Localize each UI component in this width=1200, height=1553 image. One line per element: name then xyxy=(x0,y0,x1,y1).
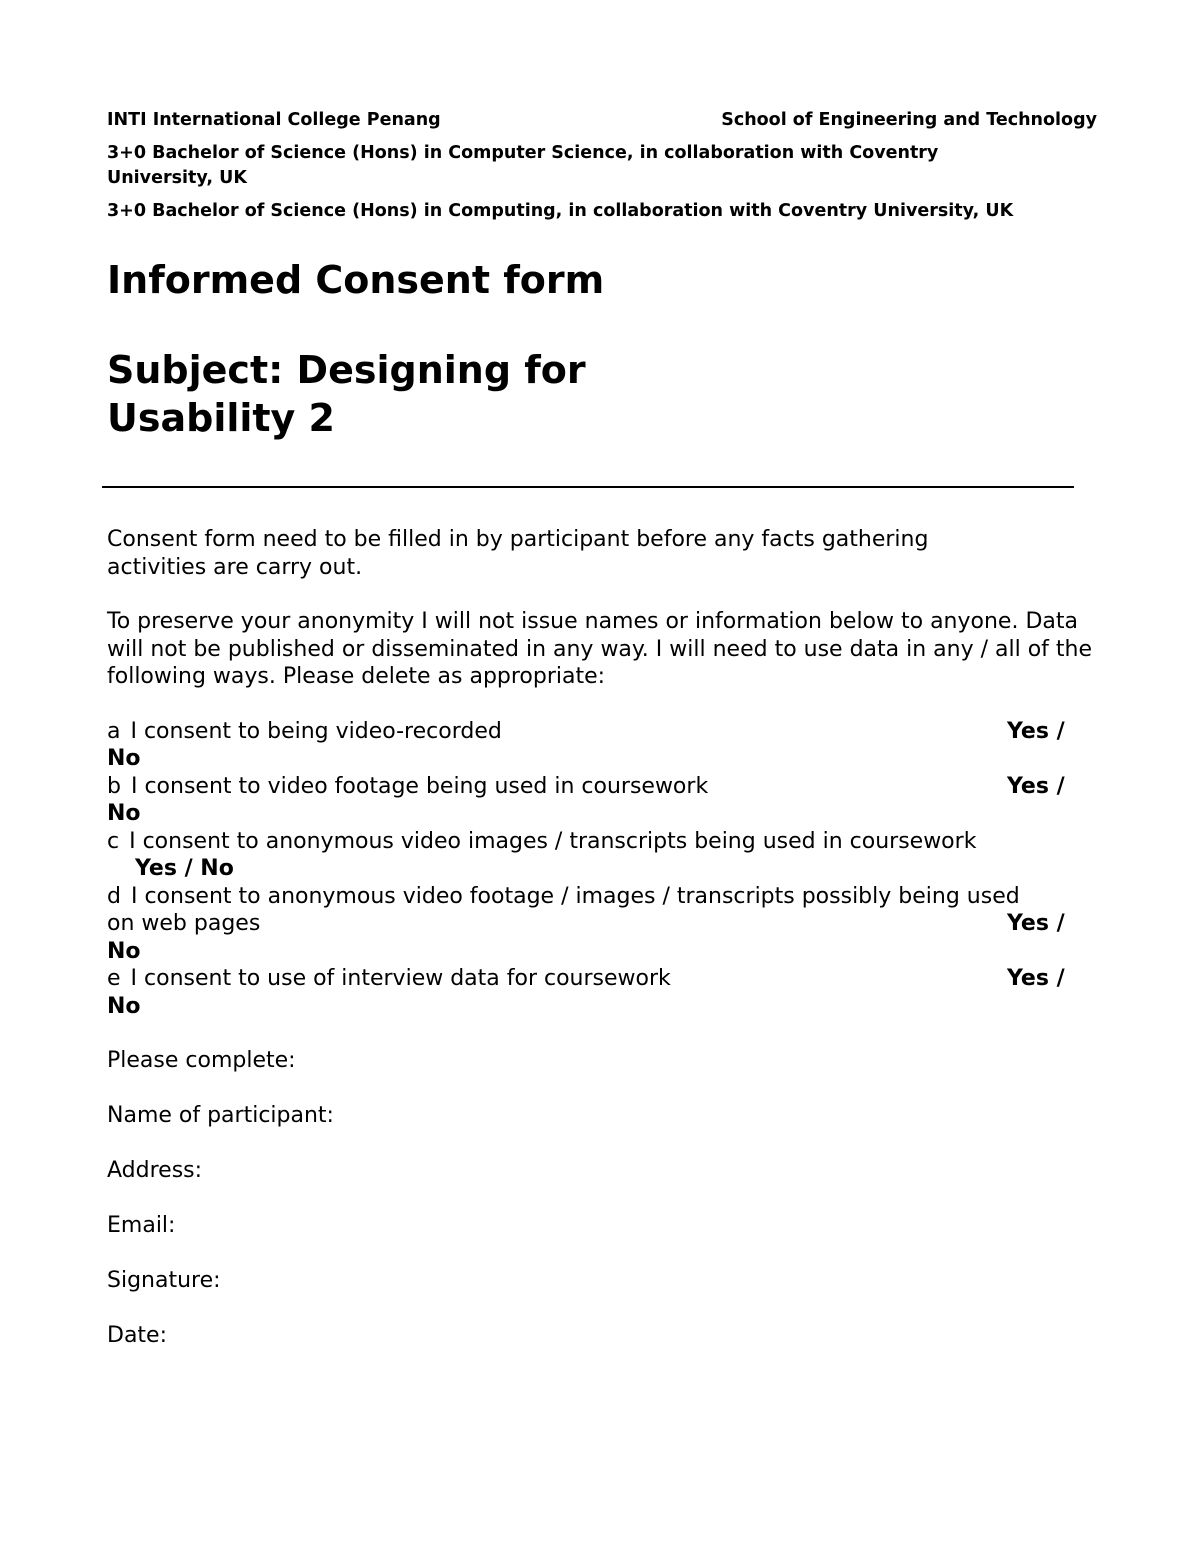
consent-a-no[interactable]: No xyxy=(107,746,141,771)
consent-b-letter: b xyxy=(107,773,121,799)
consent-c-letter: c xyxy=(107,828,120,854)
consent-a-text: I consent to being video-recorded xyxy=(130,718,502,744)
page-title: Informed Consent form xyxy=(107,258,605,302)
consent-a-yes[interactable]: Yes / xyxy=(1007,718,1065,744)
document-page xyxy=(107,108,1097,1377)
consent-d-text-line2: on web pages xyxy=(107,911,261,936)
header-row xyxy=(107,108,1097,133)
consent-d-no[interactable]: No xyxy=(107,938,141,964)
document-header xyxy=(107,108,1097,224)
consent-b-yes[interactable]: Yes / xyxy=(1007,773,1065,799)
please-complete-label: Please complete: xyxy=(107,1048,296,1073)
program-computing: 3+0 Bachelor of Science (Hons) in Computing, in collaboration with Coventry University, UK xyxy=(107,201,1014,221)
consent-e-text: I consent to use of interview data for coursework xyxy=(130,966,671,991)
consent-item-a xyxy=(107,718,1097,746)
consent-item-d-line2 xyxy=(107,910,1097,938)
consent-e-no[interactable]: No xyxy=(107,993,141,1019)
consent-d-text-line1: I consent to anonymous video footage / images / transcripts possibly being used xyxy=(130,883,1020,909)
consent-d-letter: d xyxy=(107,883,121,909)
address-field[interactable]: Address: xyxy=(107,1158,203,1183)
consent-e-letter: e xyxy=(107,966,121,991)
consent-c-text: I consent to anonymous video images / transcripts being used in coursework xyxy=(129,828,977,854)
consent-list xyxy=(107,718,1097,1021)
consent-c-yes-no[interactable]: Yes / No xyxy=(135,856,234,881)
school-name: School of Engineering and Technology xyxy=(721,110,1097,130)
consent-b-no[interactable]: No xyxy=(107,801,141,826)
consent-item-c xyxy=(107,828,1097,856)
consent-b-text: I consent to video footage being used in coursework xyxy=(130,773,709,799)
date-field[interactable]: Date: xyxy=(107,1323,167,1348)
consent-item-e xyxy=(107,965,1097,993)
consent-a-letter: a xyxy=(107,718,121,744)
consent-e-yes[interactable]: Yes / xyxy=(1007,966,1065,991)
horizontal-divider xyxy=(102,486,1074,488)
signature-field[interactable]: Signature: xyxy=(107,1268,221,1293)
anonymity-paragraph: To preserve your anonymity I will not issue names or information below to anyone. Data will not be published or disseminated in any way. I will need to use data in any / all of the following ways. Please delete as appropriate: xyxy=(107,609,1093,689)
consent-item-d xyxy=(107,883,1097,911)
college-name: INTI International College Penang xyxy=(107,110,441,130)
email-field[interactable]: Email: xyxy=(107,1213,176,1238)
subject-title: Subject: Designing for Usability 2 xyxy=(107,348,586,440)
participant-name-field[interactable]: Name of participant: xyxy=(107,1103,334,1128)
instruction-paragraph: Consent form need to be filled in by participant before any facts gathering activities are carry out. xyxy=(107,527,929,580)
consent-d-yes[interactable]: Yes / xyxy=(1007,911,1065,936)
participant-details xyxy=(107,1047,1097,1350)
consent-item-b xyxy=(107,773,1097,801)
program-computer-science: 3+0 Bachelor of Science (Hons) in Computer Science, in collaboration with Coventry University, UK xyxy=(107,143,939,188)
